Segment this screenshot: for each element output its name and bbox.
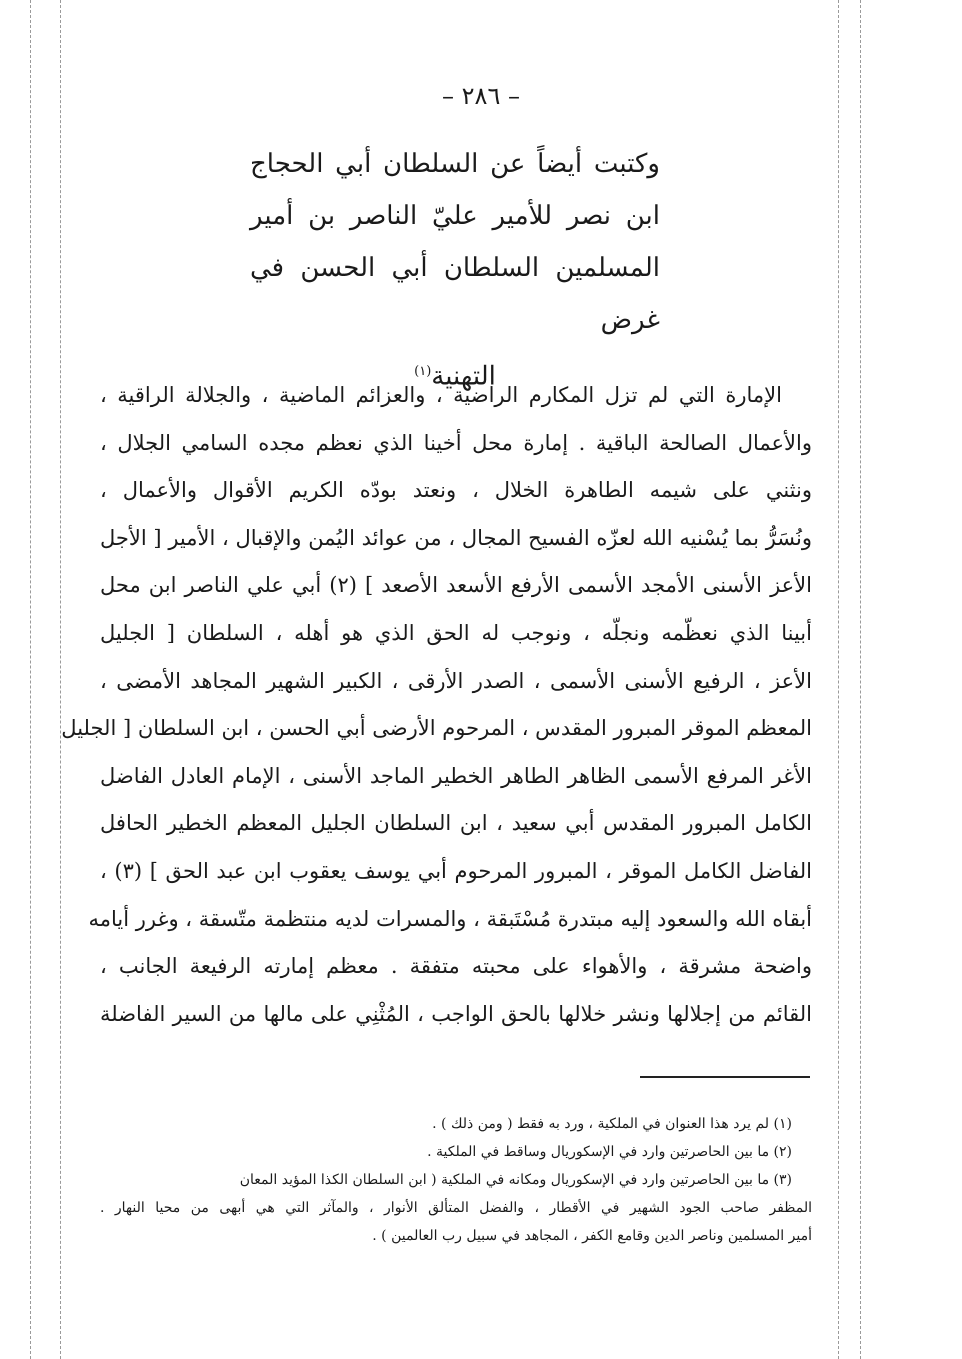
heading-line-1: وكتبت أيضاً عن السلطان أبي الحجاج — [250, 149, 660, 179]
body-line: الإمارة التي لم تزل المكارم الراضية ، والعزائم الماضية ، والجلالة الراقية ، — [100, 383, 782, 407]
body-line: ونثني على شيمه الطاهرة الخلال ، ونعتد بودّه الكريم الأقوال والأعمال ، — [100, 478, 812, 503]
footnote-divider — [640, 1076, 810, 1078]
body-line: واضحة مشرقة ، والأهواء على محبته متفقة . معظم إمارته الرفيعة الجانب ، — [100, 954, 812, 979]
footnote-1: (١) لم يرد هذا العنوان في الملكية ، ورد به فقط ( ومن ذلك ) . — [432, 1116, 792, 1132]
body-text — [61, 372, 812, 1038]
section-heading — [250, 138, 660, 403]
footnotes — [100, 1110, 812, 1250]
body-line: الكامل المبرور المقدس أبي سعيد ، ابن السلطان الجليل المعظم الخطير الحافل — [100, 811, 812, 836]
body-line: الفاضل الكامل الموقر ، المبرور المرحوم أبي يوسف يعقوب ابن عبد الحق ] (٣) ، — [100, 858, 812, 883]
heading-line-3: المسلمين السلطان أبي الحسن في غرض — [250, 253, 660, 335]
body-line: الأعز ، الرفيع الأسنى الأسمى ، الصدر الأرقى ، الكبير الشهير المجاهد الأمضى ، — [100, 668, 812, 693]
heading-footnote-mark: (١) — [414, 364, 432, 379]
scan-edge-line-right-inner — [838, 0, 839, 1359]
body-line: ونُسَرُّ بما يُسْنيه الله لعزّه الفسيح المجال ، من عوائد اليُمن والإقبال ، الأمير [ الأجل — [100, 525, 812, 550]
body-line: المعظم الموقر المبرور المقدس ، المرحوم الأرضى أبي الحسن ، ابن السلطان [ الجليل — [61, 716, 812, 741]
body-line: الأعز الأسنى الأمجد الأسمى الأرفع الأسعد الأصعد ] (٢) أبي علي الناصر ابن محل — [100, 573, 812, 598]
body-line: أبقاه الله والسعود إليه مبتدرة مُسْتَبقة ، والمسرات لديه منتظمة متّسقة ، وغرر أيامه — [88, 906, 812, 931]
body-line: القائم من إجلالها ونشر خلالها بالحق الواجب ، المُثْنِي على مالها من السير الفاضلة — [100, 1001, 812, 1026]
footnote-3-continuation: أمير المسلمين وناصر الدين وقامع الكفر ، المجاهد في سبيل رب العالمين ) . — [372, 1228, 812, 1244]
footnote-3: (٣) ما بين الحاصرتين وارد في الإسكوريال ومكانه في الملكية ( ابن السلطان الكذا المؤيد المعان — [239, 1172, 792, 1188]
footnote-3-continuation: المظفر صاحب الجود الشهير في الأقطار ، والفضل المتألق الأنوار ، والمآثر التي هي أبهى من محيا النهار . — [100, 1200, 812, 1216]
body-line: أبينا الذي نعظّمه ونجلّه ، ونوجب له الحق الذي هو أهله ، السلطان [ الجليل — [100, 620, 812, 645]
page-number: – ٢٨٦ – — [442, 82, 520, 110]
heading-line-4-text: التهنية — [431, 361, 496, 392]
body-line: والأعمال الصالحة الباقية . إمارة محل أخينا الذي نعظم مجده السامي الجلال ، — [100, 430, 812, 455]
heading-line-2: ابن نصر للأمير عليّ الناصر بن أمير — [250, 201, 660, 231]
body-line: الأغر المرفع الأسمى الظاهر الطاهر الخطير الماجد الأسنى ، الإمام العادل الفاضل — [100, 763, 812, 788]
scan-edge-line-left-inner — [60, 0, 61, 1359]
scan-edge-line-right — [860, 0, 861, 1359]
scan-edge-line-left — [30, 0, 31, 1359]
footnote-2: (٢) ما بين الحاصرتين وارد في الإسكوريال وساقط في الملكية . — [427, 1144, 792, 1160]
